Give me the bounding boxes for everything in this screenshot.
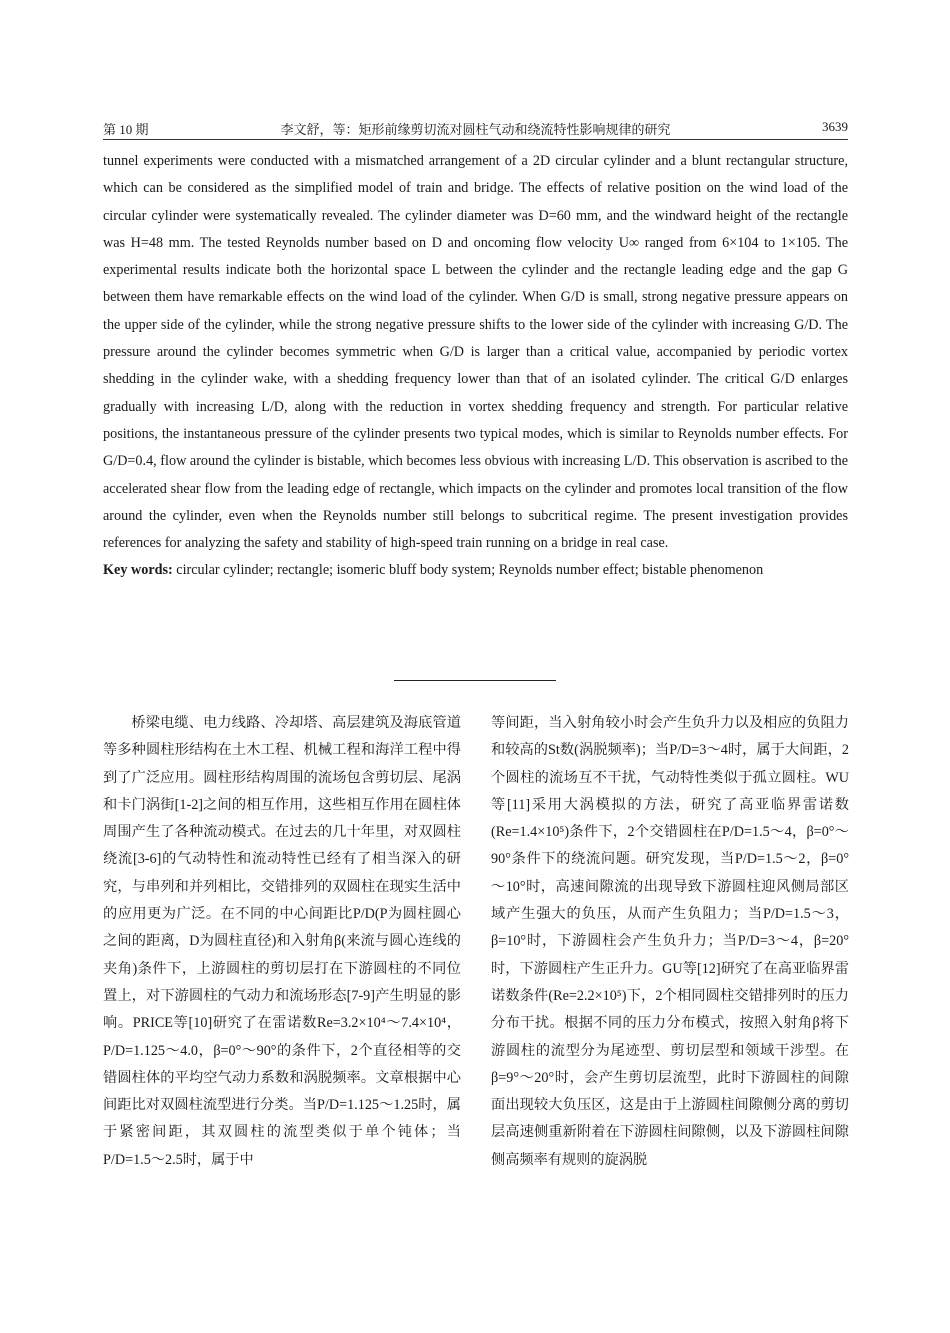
running-header [103,119,848,137]
running-title: 李文舒，等：矩形前缘剪切流对圆柱气动和绕流特性影响规律的研究 [280,122,671,137]
keywords-text: circular cylinder; rectangle; isomeric bluff body system; Reynolds number effect; bistable phenomenon [176,562,764,579]
body-left-column [103,710,461,1174]
keywords-label: Key words: [103,562,173,579]
keywords-line [103,557,848,584]
right-column-text: 等间距，当入射角较小时会产生负升力以及相应的负阻力和较高的St数(涡脱频率)；当P/D=3～4时，属于大间距，2个圆柱的流场互不干扰，气动特性类似于孤立圆柱。WU等[11]采用大涡模拟的方法，研究了高亚临界雷诺数(Re=1.4×10⁵)条件下，2个交错圆柱在P/D=1.5～4，β=0°～90°条件下的绕流问题。研究发现，当P/D=1.5～2，β=0°～10°时，高速间隙流的出现导致下游圆柱迎风侧局部区域产生强大的负压，从而产生负阻力；当P/D=1.5～3，β=10°时，下游圆柱会产生负升力；当P/D=3～4，β=20°时，下游圆柱产生正升力。GU等[12]研究了在高亚临界雷诺数条件(Re=2.2×10⁵)下，2个相同圆柱交错排列时的压力分布干扰。根据不同的压力分布模式，按照入射角β将下游圆柱的流型分为尾迹型、剪切层型和领域干涉型。在β=9°～20°时，会产生剪切层流型，此时下游圆柱的间隙面出现较大负压区，这是由于上游圆柱间隙侧分离的剪切层高速侧重新附着在下游圆柱间隙侧，以及下游圆柱间隙侧高频率有规则的旋涡脱 [491,715,849,1168]
english-abstract [103,148,848,585]
body-right-column [491,710,849,1174]
left-column-text: 桥梁电缆、电力线路、冷却塔、高层建筑及海底管道等多种圆柱形结构在土木工程、机械工程和海洋工程中得到了广泛应用。圆柱形结构周围的流场包含剪切层、尾涡和卡门涡街[1-2]之间的相互作用，这些相互作用在圆柱体周围产生了各种流动模式。在过去的几十年里，对双圆柱绕流[3-6]的气动特性和流动特性已经有了相当深入的研究，与串列和并列相比，交错排列的双圆柱在现实生活中的应用更为广泛。在不同的中心间距比P/D(P为圆柱圆心之间的距离，D为圆柱直径)和入射角β(来流与圆心连线的夹角)条件下，上游圆柱的剪切层打在下游圆柱的不同位置上，对下游圆柱的气动力和流场形态[7-9]产生明显的影响。PRICE等[10]研究了在雷诺数Re=3.2×10⁴～7.4×10⁴，P/D=1.125～4.0，β=0°～90°的条件下，2个直径相等的交错圆柱体的平均空气动力系数和涡脱频率。文章根据中心间距比对双圆柱流型进行分类。当P/D=1.125～1.25时，属于紧密间距，其双圆柱的流型类似于单个钝体；当P/D=1.5～2.5时，属于中 [103,715,461,1168]
section-divider [394,680,556,681]
issue-number: 第 10 期 [103,122,149,137]
page-number: 3639 [822,119,848,134]
abstract-text: tunnel experiments were conducted with a mismatched arrangement of a 2D circular cylinder and a blunt rectangular structure, which can be considered as the simplified model of train and bridge. The effects of relative position on the wind load of the circular cylinder were systematically revealed. The cylinder diameter was D=60 mm, and the windward height of the rectangle was H=48 mm. The tested Reynolds number based on D and oncoming flow velocity U∞ ranged from 6×104 to 1×105. The experimental results indicate both the horizontal space L between the cylinder and the rectangle leading edge and the gap G between them have remarkable effects on the wind load of the cylinder. When G/D is small, strong negative pressure appears on the upper side of the cylinder, while the strong negative pressure shifts to the lower side of the cylinder with increasing G/D. The pressure around the cylinder becomes symmetric when G/D is larger than a critical value, accompanied by periodic vortex shedding in the cylinder wake, with a shedding frequency lower than that of an isolated cylinder. The critical G/D enlarges gradually with increasing L/D, along with the reduction in vortex shedding frequency and strength. For particular relative positions, the instantaneous pressure of the cylinder presents two typical modes, which is similar to Reynolds number effects. For G/D=0.4, flow around the cylinder is bistable, which becomes less obvious with increasing L/D. This observation is ascribed to the accelerated shear flow from the leading edge of rectangle, which impacts on the cylinder and promotes local transition of the flow around the cylinder, even when the Reynolds number still belongs to subcritical regime. The present investigation provides references for analyzing the safety and stability of high-speed train running on a bridge in real case. [103,153,848,552]
header-rule [103,139,848,140]
